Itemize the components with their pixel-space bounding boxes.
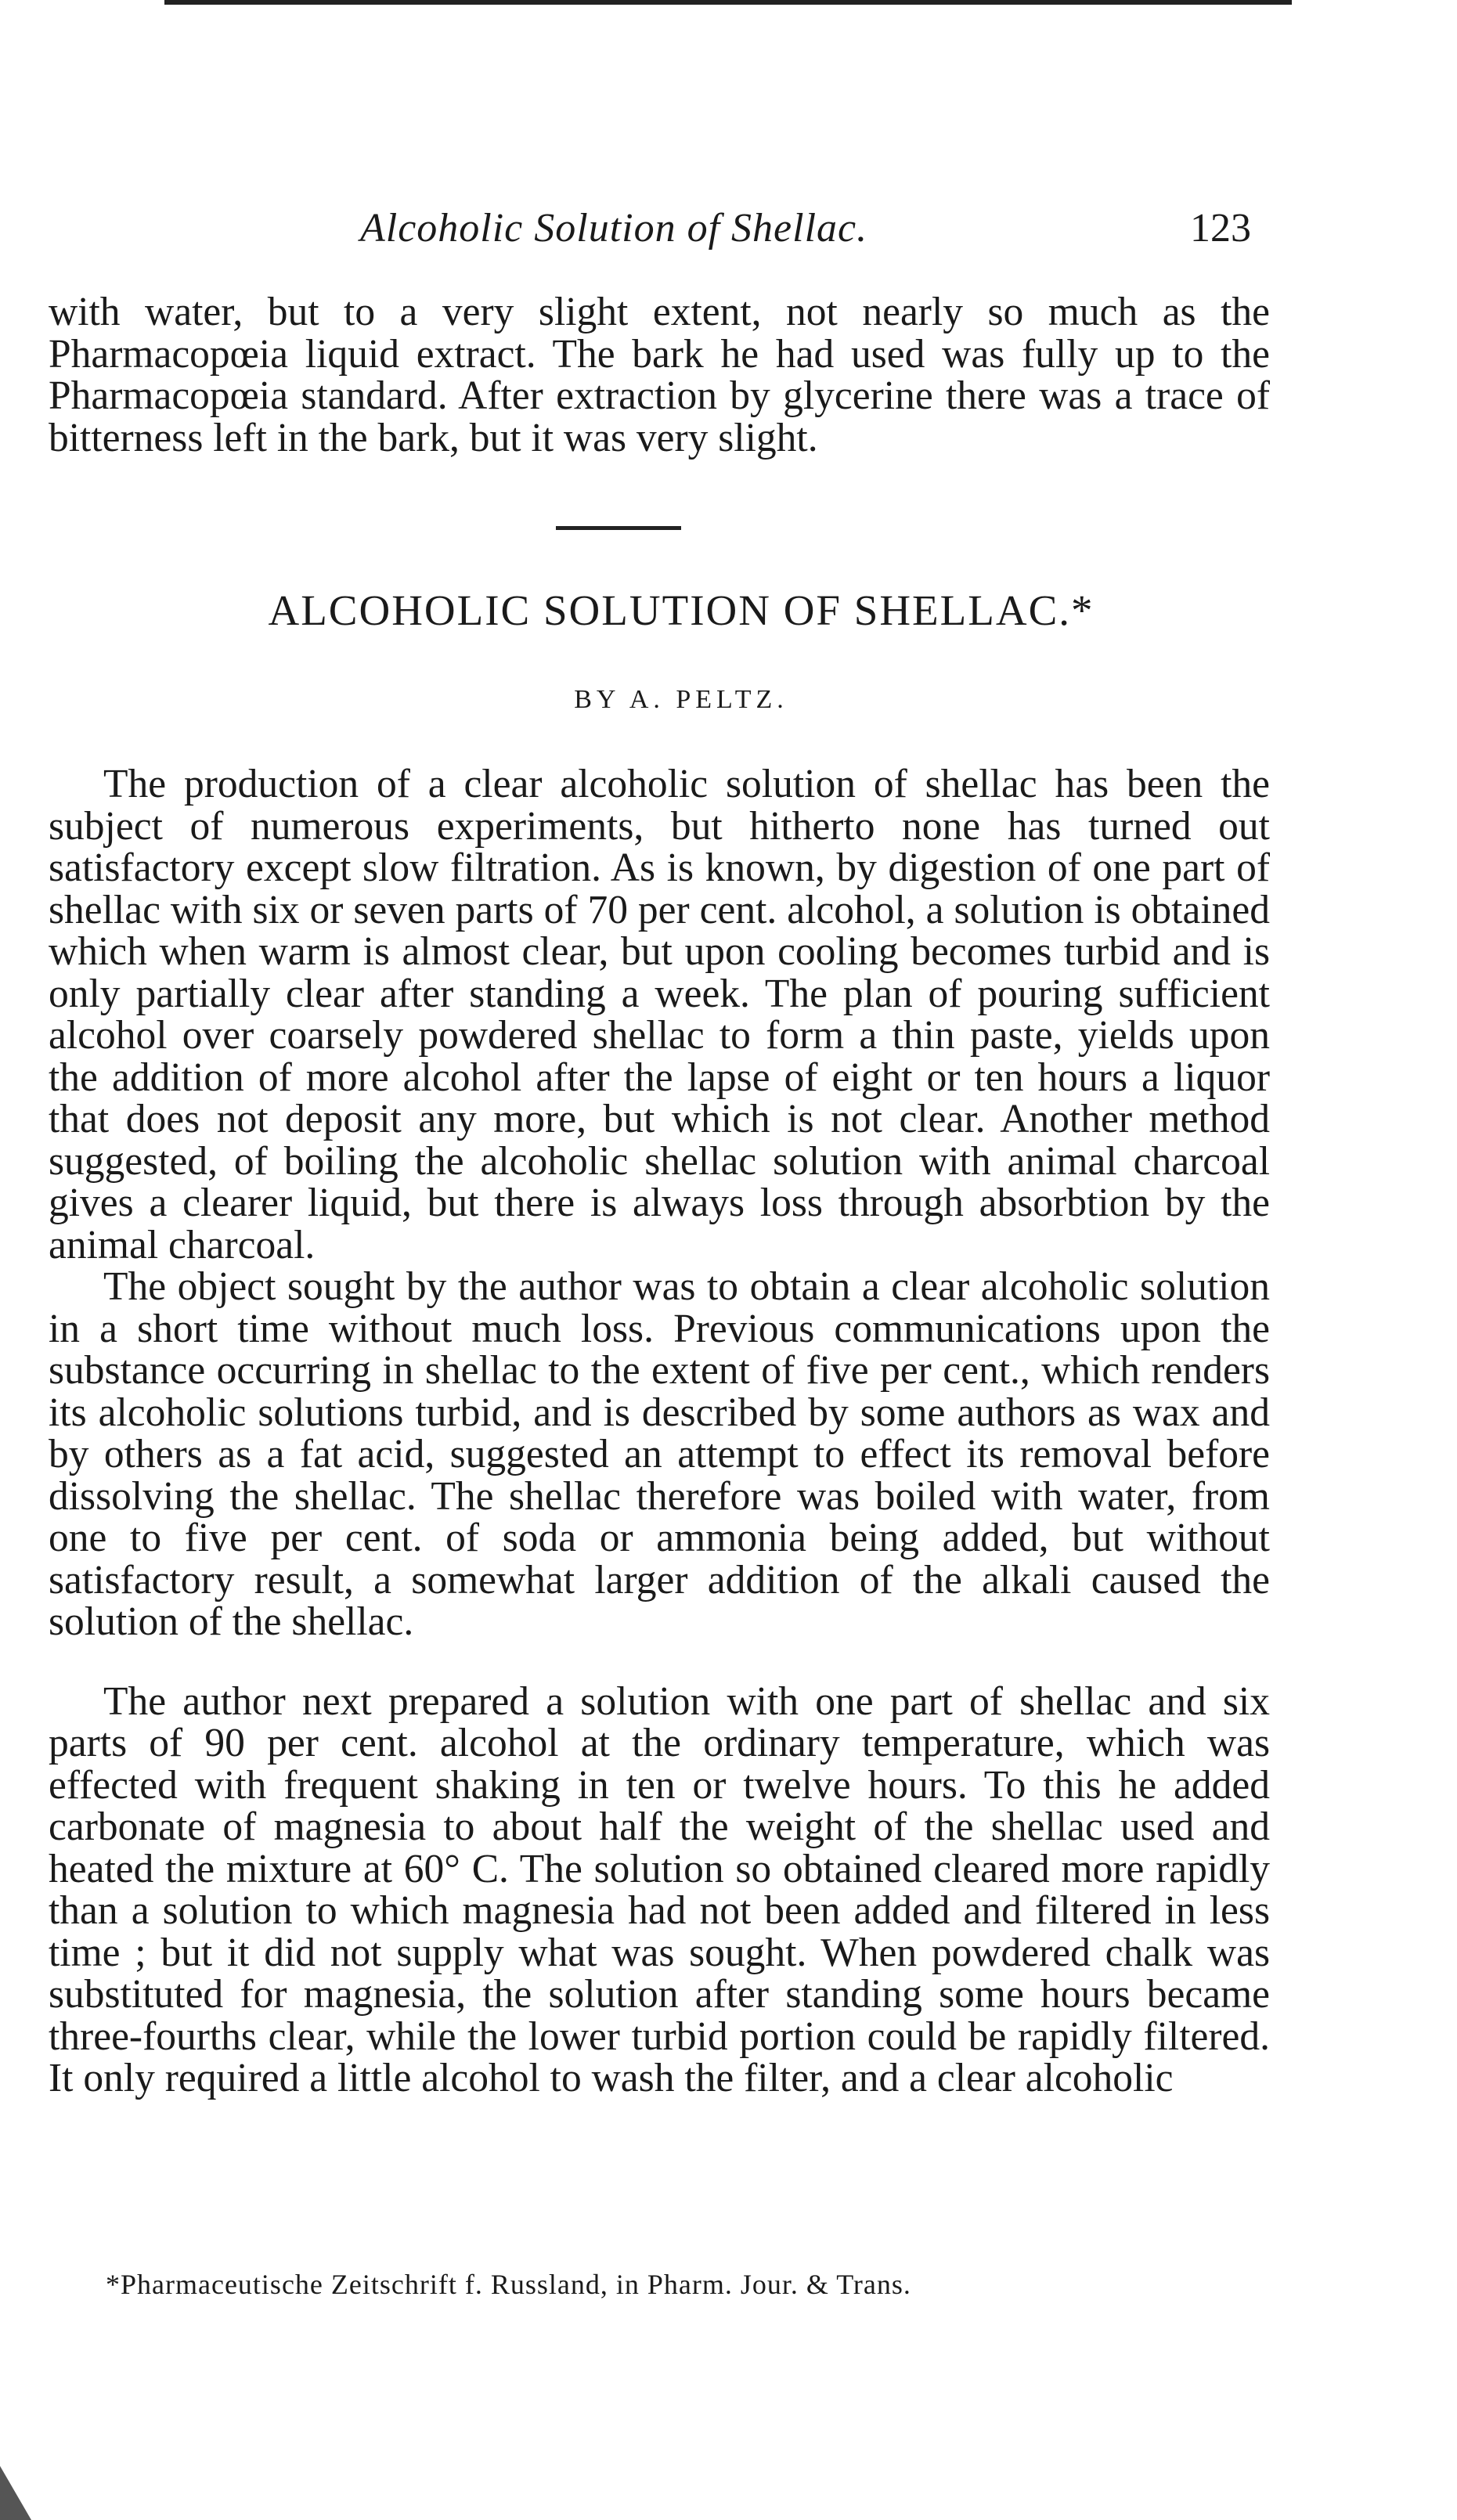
body-paragraph-2: The object sought by the author was to obtain a clear alcoholic solution in a short time without much loss. Previous communications upon the substance occurring in shellac to the extent of five per cent., which renders its alcoholic solutions turbid, and is described by some authors as wax and by others as a fat acid, suggested an attempt to effect its removal before dissolving the shellac. The shellac therefore was boiled with water, from one to five per cent. of soda or ammonia being added, but without satisfactory result, a somewhat larger addition of the alkali caused the solution of the shellac. [49,1264,1270,1644]
running-head [0,205,1457,260]
section-divider [556,526,681,530]
continued-paragraph-block [49,291,1270,459]
running-title: Alcoholic Solution of Shellac. [360,206,868,251]
page-number: 123 [1190,206,1251,251]
article-title: ALCOHOLIC SOLUTION OF SHELLAC.* [268,586,1095,634]
page-corner-mark [0,2466,31,2520]
footnote: *Pharmaceutische Zeitschrift f. Russland, in Pharm. Jour. & Trans. [106,2269,911,2300]
continued-paragraph: with water, but to a very slight extent, not nearly so much as the Pharmacopœia liquid extract. The bark he had used was fully up to the Pharmacopœia standard. After extraction by glycerine there was a trace of bitterness left in the bark, but it was very slight. [49,290,1270,460]
page-top-rule [164,0,1292,5]
body-paragraph-1: The production of a clear alcoholic solution of shellac has been the subject of numerous experiments, but hitherto none has turned out satisfactory except slow filtration. As is known, by digestion of one part of shellac with six or seven parts of 70 per cent. alcohol, a solution is obtained which when warm is almost clear, but upon cooling becomes turbid and is only partially clear after standing a week. The plan of pouring sufficient alcohol over coarsely powdered shellac to form a thin paste, yields upon the addition of more alcohol after the lapse of eight or ten hours a liquor that does not deposit any more, but which is not clear. Another method suggested, of boiling the alcoholic shellac solution with animal charcoal gives a clearer liquid, but there is always loss through absorbtion by the animal charcoal. [49,762,1270,1267]
body-paragraph-3: The author next prepared a solution with one part of shellac and six parts of 90 per cent. alcohol at the ordinary temperature, which was effected with frequent shaking in ten or twelve hours. To this he added carbonate of magnesia to about half the weight of the shellac used and heated the mixture at 60° C. The solution so obtained cleared more rapidly than a solution to which magnesia had not been added and filtered in less time ; but it did not supply what was sought. When powdered chalk was substituted for magnesia, the solution after standing some hours became three-fourths clear, while the lower turbid portion could be rapidly filtered. It only required a little alcohol to wash the filter, and a clear alcoholic [49,1678,1270,2100]
article-body [49,763,1270,2100]
article-byline: BY A. PELTZ. [574,685,788,714]
